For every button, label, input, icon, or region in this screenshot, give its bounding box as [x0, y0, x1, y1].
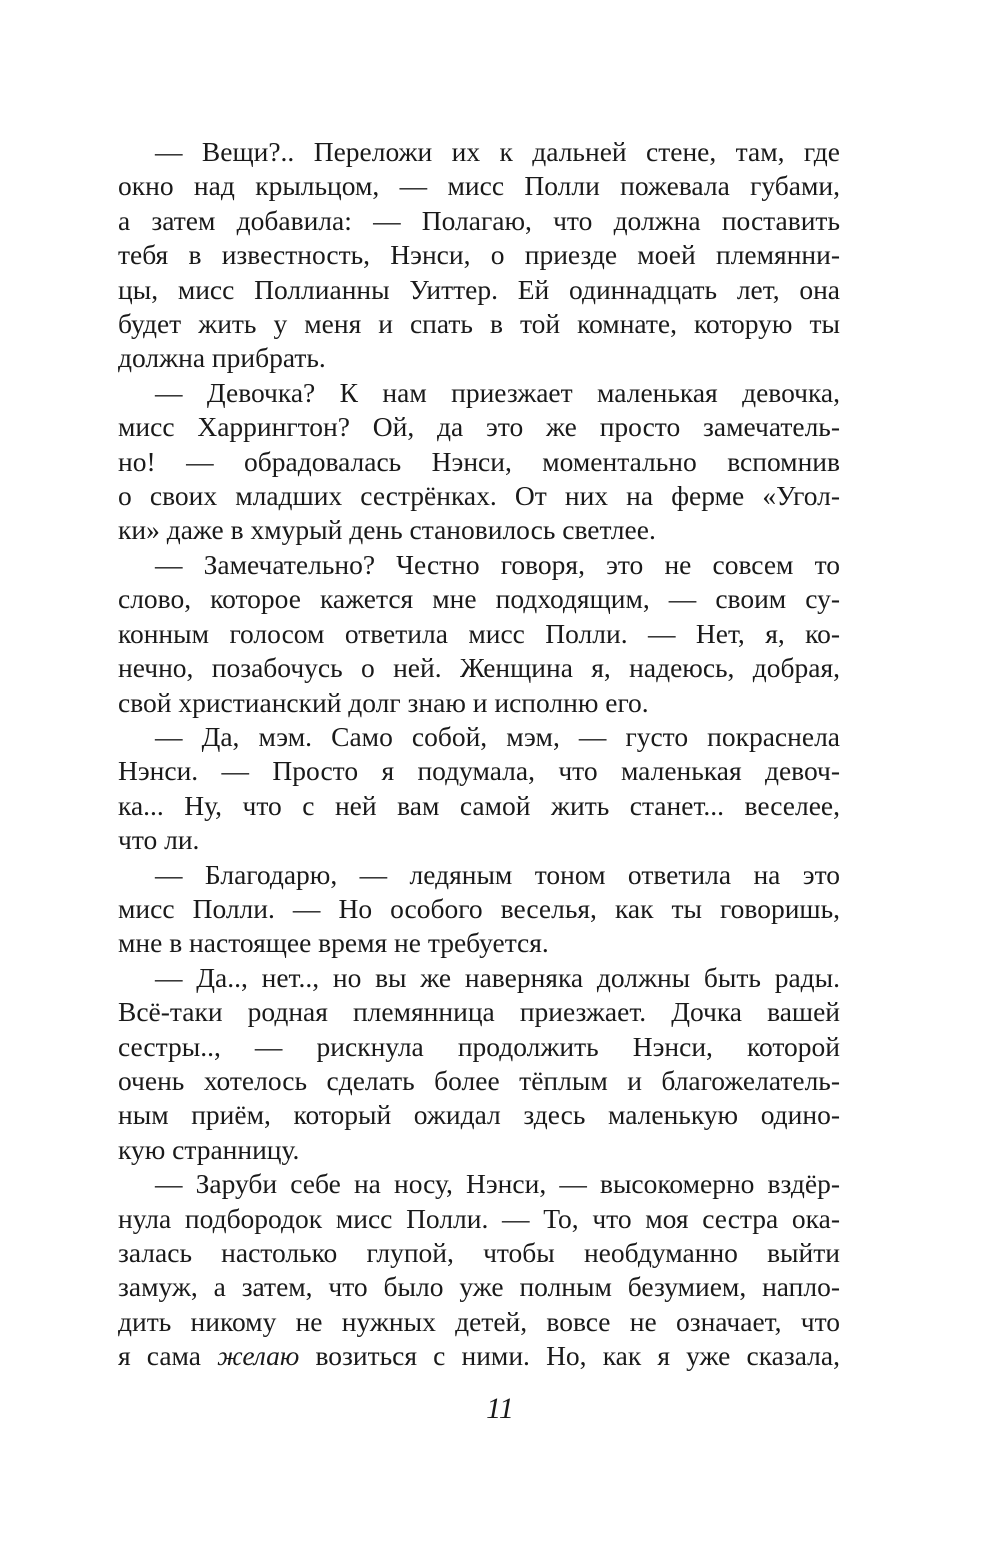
text-fragment: я сама	[118, 1340, 218, 1372]
text-line: цы, мисс Поллианны Уиттер. Ей одиннадцать лет, она	[118, 273, 840, 305]
text-line: ки» даже в хмурый день становилось светлее.	[118, 514, 656, 546]
text-line: тебя в известность, Нэнси, о приезде моей племянни-	[118, 239, 840, 271]
text-line: — Да.., нет.., но вы же наверняка должны быть рады.	[155, 961, 840, 993]
text-fragment: возиться с ними. Но, как я уже сказала,	[299, 1340, 840, 1372]
paragraph-6	[118, 961, 840, 1167]
text-line: — Заруби себе на носу, Нэнси, — высокомерно вздёр-	[155, 1168, 840, 1200]
paragraph-2	[118, 376, 840, 548]
text-line: очень хотелось сделать более тёплым и благожелатель-	[118, 1064, 840, 1096]
text-line: сестры.., — рискнула продолжить Нэнси, которой	[118, 1030, 840, 1062]
text-line: мисс Полли. — Но особого веселья, как ты говоришь,	[118, 892, 840, 924]
text-line: слово, которое кажется мне подходящим, — своим су-	[118, 583, 840, 615]
text-line: конным голосом ответила мисс Полли. — Нет, я, ко-	[118, 617, 840, 649]
text-line: должна прибрать.	[118, 342, 326, 374]
text-line: свой христианский долг знаю и исполню его.	[118, 686, 649, 718]
text-line: мисс Харрингтон? Ой, да это же просто замечатель-	[118, 411, 840, 443]
text-line: мне в настоящее время не требуется.	[118, 927, 549, 959]
paragraph-5	[118, 858, 840, 961]
text-line: нула подбородок мисс Полли. — То, что моя сестра ока-	[118, 1202, 840, 1234]
text-line: что ли.	[118, 824, 200, 856]
page-number: 11	[486, 1392, 514, 1425]
text-line: — Замечательно? Честно говоря, это не совсем то	[155, 548, 840, 580]
book-page-text	[118, 135, 840, 1374]
paragraph-1	[118, 135, 840, 376]
text-line: — Вещи?.. Переложи их к дальней стене, там, где	[155, 136, 840, 167]
text-line: будет жить у меня и спать в той комнате, которую ты	[118, 308, 840, 340]
text-line: ка... Ну, что с ней вам самой жить станет... веселее,	[118, 789, 840, 821]
emphasized-word: желаю	[217, 1340, 300, 1372]
text-line: а затем добавила: — Полагаю, что должна поставить	[118, 204, 840, 236]
text-line-with-emphasis	[118, 1339, 840, 1373]
text-line: Нэнси. — Просто я подумала, что маленькая девоч-	[118, 755, 840, 787]
text-line: кую странницу.	[118, 1133, 300, 1165]
text-line: — Да, мэм. Само собой, мэм, — густо покраснела	[155, 720, 840, 752]
text-line: о своих младших сестрёнках. От них на ферме «Угол-	[118, 480, 840, 512]
text-line: залась настолько глупой, чтобы необдуманно выйти	[118, 1237, 840, 1268]
text-line: но! — обрадовалась Нэнси, моментально вспомнив	[118, 445, 840, 477]
text-line: ным приём, который ожидал здесь маленькую одино-	[118, 1099, 840, 1131]
text-line: замуж, а затем, что было уже полным безумием, напло-	[118, 1271, 840, 1303]
paragraph-3	[118, 548, 840, 720]
paragraph-7	[118, 1167, 840, 1373]
text-line: — Благодарю, — ледяным тоном ответила на это	[155, 858, 840, 890]
text-line: — Девочка? К нам приезжает маленькая девочка,	[155, 376, 840, 408]
text-line: нечно, позабочусь о ней. Женщина я, надеюсь, добрая,	[118, 652, 840, 684]
text-line: Всё-таки родная племянница приезжает. Дочка вашей	[118, 996, 840, 1028]
text-line: окно над крыльцом, — мисс Полли пожевала губами,	[118, 170, 840, 202]
text-line: дить никому не нужных детей, вовсе не означает, что	[118, 1305, 840, 1337]
paragraph-4	[118, 720, 840, 858]
